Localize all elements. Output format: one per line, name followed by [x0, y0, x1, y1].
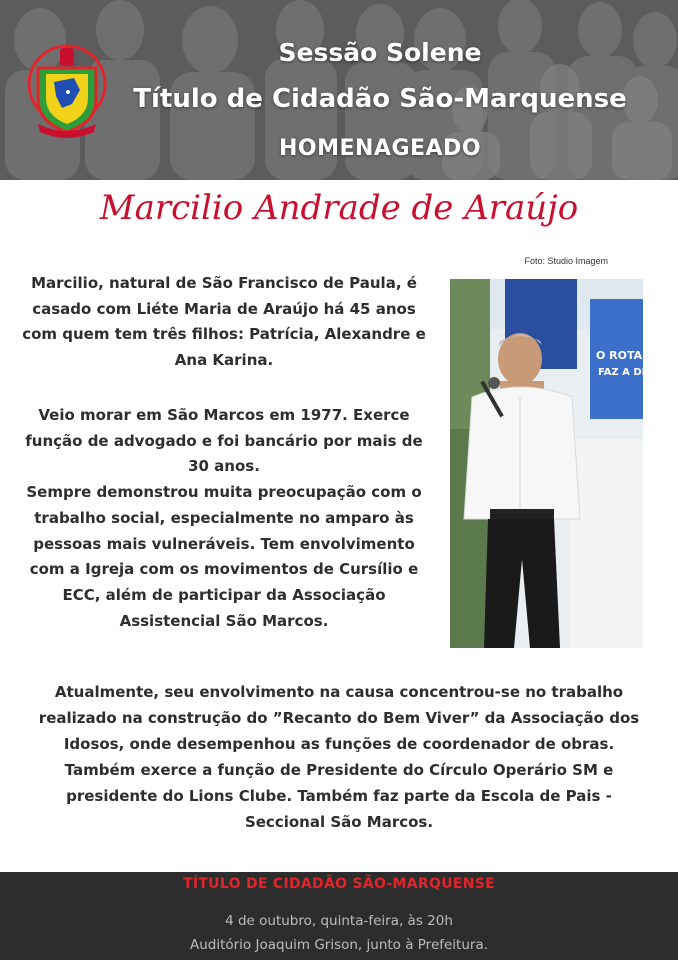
- bio-p1-line: Ana Karina.: [174, 351, 274, 370]
- bio-p2-line: com a Igreja com os movimentos de Cursílio e: [29, 560, 419, 579]
- bio-p2-line: função de advogado e foi bancário por mais de: [25, 431, 423, 450]
- header-title-line-1: Sessão Solene: [278, 38, 482, 67]
- bio-p3-line: Também exerce a função de Presidente do Círculo Operário SM e: [64, 761, 614, 779]
- bio-p2-line: 30 anos.: [188, 457, 260, 476]
- event-location: Auditório Joaquim Grison, junto à Prefeitura.: [189, 937, 489, 953]
- banner-text-2: FAZ A DI: [598, 367, 646, 378]
- municipal-coat-of-arms-icon: [24, 38, 110, 142]
- honoree-photo: [450, 279, 658, 648]
- header-title-line-3: HOMENAGEADO: [278, 136, 482, 161]
- bio-p2-line: Sempre demonstrou muita preocupação com o: [26, 483, 422, 502]
- bio-p3-line: Atualmente, seu envolvimento na causa concentrou-se no trabalho: [54, 683, 624, 701]
- bio-p2-line: ECC, além de participar da Associação: [62, 585, 386, 604]
- bio-paragraph-1: [8, 271, 440, 374]
- bio-p2-line: Assistencial São Marcos.: [119, 611, 329, 630]
- footer-title: TÍTULO DE CIDADÃO SÃO-MARQUENSE: [182, 876, 496, 892]
- bio-p1-line: Marcilio, natural de São Francisco de Paula, é: [31, 274, 417, 292]
- photo-credit: Foto: Studio Imagem: [524, 256, 608, 266]
- bio-p1-line: com quem tem três filhos: Patrícia, Alexandre e: [22, 325, 426, 344]
- bio-p3-line: Idosos, onde desempenhou as funções de coordenador de obras.: [63, 735, 615, 753]
- bio-p2-line: pessoas mais vulneráveis. Tem envolvimento: [33, 534, 415, 553]
- bio-p3-line: realizado na construção do ”Recanto do Bem Viver” da Associação dos: [38, 709, 640, 727]
- banner-text-1: O ROTARY: [596, 349, 658, 362]
- header-title-line-2: Título de Cidadão São-Marquense: [133, 84, 627, 114]
- bio-paragraph-2: [8, 403, 440, 634]
- bio-p3-line: presidente do Lions Clube. Também faz parte da Escola de Pais -: [66, 787, 612, 805]
- bio-p3-line: Seccional São Marcos.: [244, 813, 434, 831]
- bio-p2-line: trabalho social, especialmente no amparo às: [34, 508, 414, 527]
- honoree-name: Marcilio Andrade de Araújo: [99, 188, 579, 228]
- bio-p2-line: Veio morar em São Marcos em 1977. Exerce: [38, 406, 410, 424]
- bio-paragraph-3: [0, 679, 678, 835]
- bio-p1-line: casado com Liéte Maria de Araújo há 45 anos: [32, 299, 416, 318]
- event-date: 4 de outubro, quinta-feira, às 20h: [225, 913, 453, 929]
